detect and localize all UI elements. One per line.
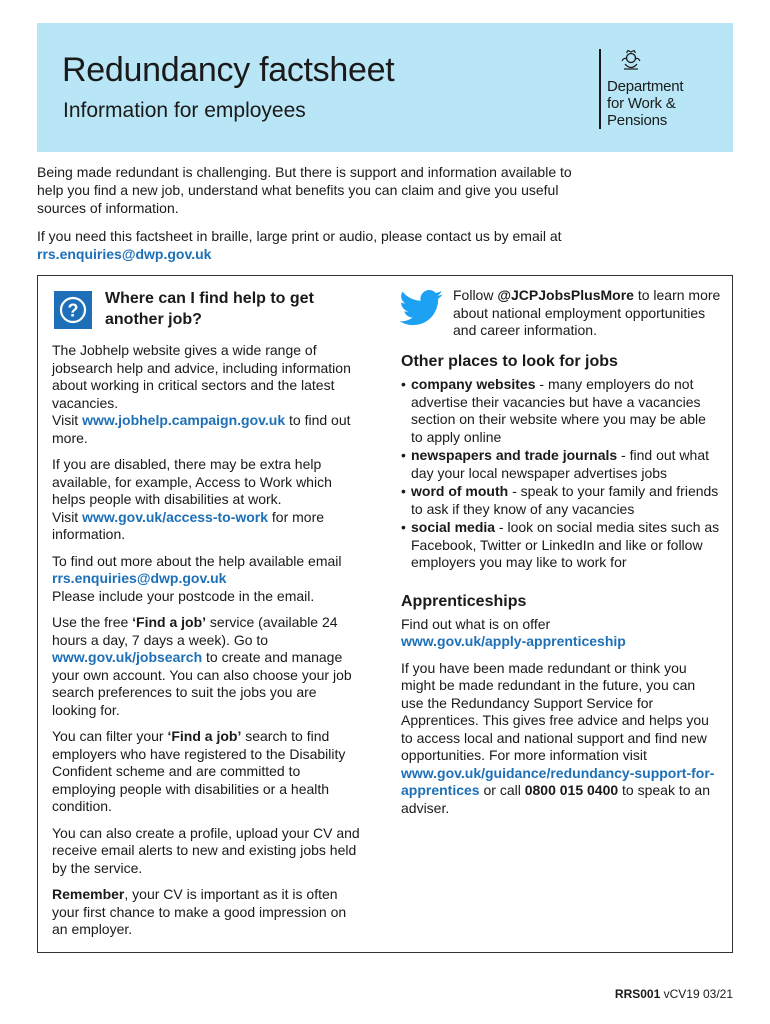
find-job-bold: ‘Find a job’	[132, 614, 207, 630]
email-help-text: To find out more about the help available email	[52, 552, 342, 569]
left-column	[52, 342, 362, 948]
filter-text: search to find employers who have registered to the Disability Confident scheme and are committed to employing people with disabilities or a health condition.	[52, 728, 346, 814]
jobsearch-link[interactable]: www.gov.uk/jobsearch	[52, 649, 203, 665]
content-box	[37, 275, 733, 953]
intro-section	[37, 163, 577, 273]
find-job-text: Use the free	[52, 614, 133, 630]
twitter-follow-text	[453, 287, 723, 340]
remember-bold: Remember	[52, 886, 125, 902]
help-heading: Where can I find help to get another job?	[105, 290, 314, 328]
visit-label: Visit	[52, 412, 83, 428]
email-help-paragraph	[52, 553, 362, 606]
jobhelp-paragraph	[52, 342, 362, 447]
intro-paragraph: Being made redundant is challenging. But there is support and information available to help you find a new job, understand what benefits you can claim and give you useful sources of information.	[37, 164, 572, 216]
accessibility-paragraph	[37, 227, 577, 263]
twitter-icon	[399, 290, 443, 326]
bullet-bold: company websites	[411, 376, 536, 392]
bullet-text: - speak to your family and friends to ask if they know of any vacancies	[411, 483, 719, 517]
filter-text: You can filter your	[52, 728, 168, 744]
access-tail: for more information.	[52, 508, 325, 542]
list-item	[401, 519, 721, 572]
help-email-link[interactable]: rrs.enquiries@dwp.gov.uk	[52, 570, 227, 586]
follow-label: Follow	[453, 287, 498, 303]
redundancy-support-link[interactable]: www.gov.uk/guidance/redundancy-support-for-apprentices	[401, 764, 715, 798]
bullet-text: - many employers do not advertise their vacancies but have a vacancies section on their website where you may be able to apply online	[411, 376, 706, 445]
postcode-note: Please include your postcode in the email.	[52, 587, 315, 604]
document-version: vCV19 03/21	[660, 987, 733, 1001]
svg-text:?: ?	[67, 300, 79, 321]
remember-paragraph	[52, 886, 362, 939]
jobhelp-tail: to find out more.	[52, 412, 351, 446]
logo-divider	[599, 49, 601, 129]
other-places-heading: Other places to look for jobs	[401, 353, 618, 370]
help-question-icon	[54, 291, 92, 329]
list-item	[401, 376, 721, 446]
rss-text: If you have been made redundant or think you might be made redundant in the future, you can use the Redundancy Support Service for Apprentices. This gives free advice and helps you to access local and national support and find new opportunities. For more information visit	[401, 659, 709, 763]
accessibility-text: If you need this factsheet in braille, large print or audio, please contact us by email at	[37, 228, 562, 244]
document-code: RRS001	[614, 987, 661, 1001]
rss-text: or call	[479, 782, 525, 798]
bullet-text: - find out what day your local newspaper advertises jobs	[411, 447, 709, 481]
rss-text: to speak to an adviser.	[401, 782, 710, 816]
apprenticeship-intro	[401, 616, 721, 651]
profile-paragraph: You can also create a profile, upload your CV and receive email alerts to new and existing jobs held by the service.	[52, 824, 360, 876]
royal-crest-icon	[619, 49, 643, 73]
jobhelp-link[interactable]: www.jobhelp.campaign.gov.uk	[82, 412, 286, 428]
bullet-bold: word of mouth	[411, 483, 509, 499]
right-column	[401, 352, 721, 826]
find-job-text: to create and manage your own account. You can also choose your job search preferences to suit the jobs you are looking for.	[52, 649, 352, 718]
page-title: Redundancy factsheet	[62, 51, 395, 89]
twitter-handle[interactable]: @JCPJobsPlusMore	[497, 287, 634, 303]
filter-bold: ‘Find a job’	[167, 728, 242, 744]
bullet-bold: social media	[411, 519, 496, 535]
page-subtitle: Information for employees	[63, 99, 306, 122]
department-name: Department for Work & Pensions	[607, 78, 684, 129]
jobhelp-text: The Jobhelp website gives a wide range of jobsearch help and advice, including information about working in critical sectors and the latest vacancies.	[52, 342, 351, 411]
department-logo	[599, 49, 721, 129]
follow-tail: to learn more about national employment opportunities and career information.	[453, 287, 721, 338]
access-to-work-paragraph	[52, 456, 362, 544]
other-places-list	[401, 376, 721, 572]
bullet-bold: newspapers and trade journals	[411, 447, 618, 463]
document-reference	[615, 987, 733, 1001]
apprenticeships-heading: Apprenticeships	[401, 592, 527, 610]
find-a-job-paragraph	[52, 614, 362, 719]
apprenticeship-intro-text: Find out what is on offer	[401, 615, 551, 632]
access-text: If you are disabled, there may be extra help available, for example, Access to Work which helps people with disabilities at work.	[52, 456, 332, 507]
filter-paragraph	[52, 728, 362, 816]
adviser-phone: 0800 015 0400	[524, 782, 619, 798]
visit-label: Visit	[52, 508, 83, 525]
access-to-work-link[interactable]: www.gov.uk/access-to-work	[82, 508, 269, 525]
list-item	[401, 483, 721, 518]
list-item	[401, 447, 721, 482]
enquiries-email-link[interactable]: rrs.enquiries@dwp.gov.uk	[37, 246, 212, 262]
apprenticeship-link[interactable]: www.gov.uk/apply-apprenticeship	[401, 633, 626, 649]
redundancy-support-paragraph	[401, 660, 721, 818]
find-job-text: service (available 24 hours a day, 7 days a week). Go to	[52, 614, 338, 648]
remember-text: , your CV is important as it is often your first chance to make a good impression on an employer.	[52, 886, 347, 937]
header-banner	[37, 23, 733, 152]
bullet-text: - look on social media sites such as Facebook, Twitter or LinkedIn and like or follow employers you may like to work for	[411, 519, 720, 570]
